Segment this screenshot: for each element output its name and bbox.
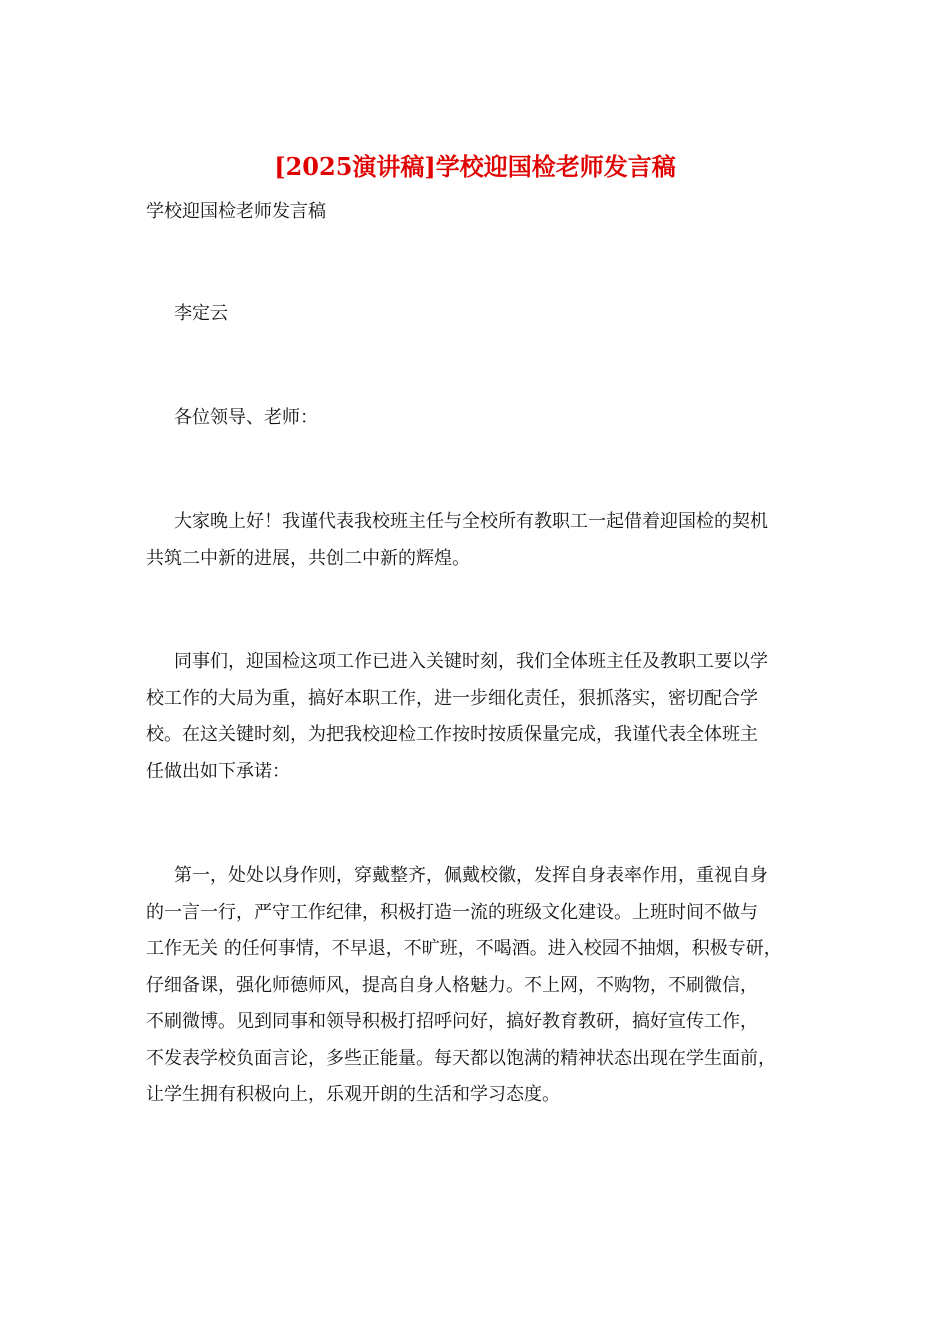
paragraph-line: 校。在这关键时刻，为把我校迎检工作按时按质保量完成，我谨代表全体班主: [146, 724, 758, 745]
author-name: 李定云: [174, 303, 228, 324]
paragraph-line: 不刷微博。见到同事和领导积极打招呼问好，搞好教育教研，搞好宣传工作，: [146, 1011, 758, 1032]
paragraph-greeting: [146, 504, 818, 577]
paragraph-colleagues: [146, 644, 818, 790]
document-subtitle: 学校迎国检老师发言稿: [146, 201, 326, 222]
salutation: 各位领导、老师：: [174, 407, 318, 428]
paragraph-first-commitment: [146, 858, 818, 1114]
paragraph-line: 同事们，迎国检这项工作已进入关键时刻，我们全体班主任及教职工要以学: [174, 651, 768, 672]
paragraph-line: 工作无关 的任何事情，不早退，不旷班，不喝酒。进入校园不抽烟，积极专研，: [146, 938, 782, 959]
document-title: [2025演讲稿]学校迎国检老师发言稿: [274, 152, 676, 181]
paragraph-line: 共筑二中新的进展，共创二中新的辉煌。: [146, 547, 470, 569]
paragraph-line: 让学生拥有积极向上，乐观开朗的生活和学习态度。: [146, 1084, 560, 1105]
paragraph-line: 不发表学校负面言论，多些正能量。每天都以饱满的精神状态出现在学生面前，: [146, 1047, 776, 1069]
salutation-line: [146, 400, 818, 437]
paragraph-line: 任做出如下承诺：: [146, 760, 290, 782]
author-line: [146, 296, 818, 333]
paragraph-line: 校工作的大局为重，搞好本职工作，进一步细化责任，狠抓落实，密切配合学: [146, 687, 758, 709]
paragraph-line: 的一言一行，严守工作纪律，积极打造一流的班级文化建设。上班时间不做与: [146, 901, 758, 923]
paragraph-line: 大家晚上好！我谨代表我校班主任与全校所有教职工一起借着迎国检的契机: [174, 511, 768, 532]
paragraph-line: 仔细备课，强化师德师风，提高自身人格魅力。不上网，不购物，不刷微信，: [146, 974, 758, 996]
paragraph-line: 第一，处处以身作则，穿戴整齐，佩戴校徽，发挥自身表率作用，重视自身: [174, 865, 768, 886]
